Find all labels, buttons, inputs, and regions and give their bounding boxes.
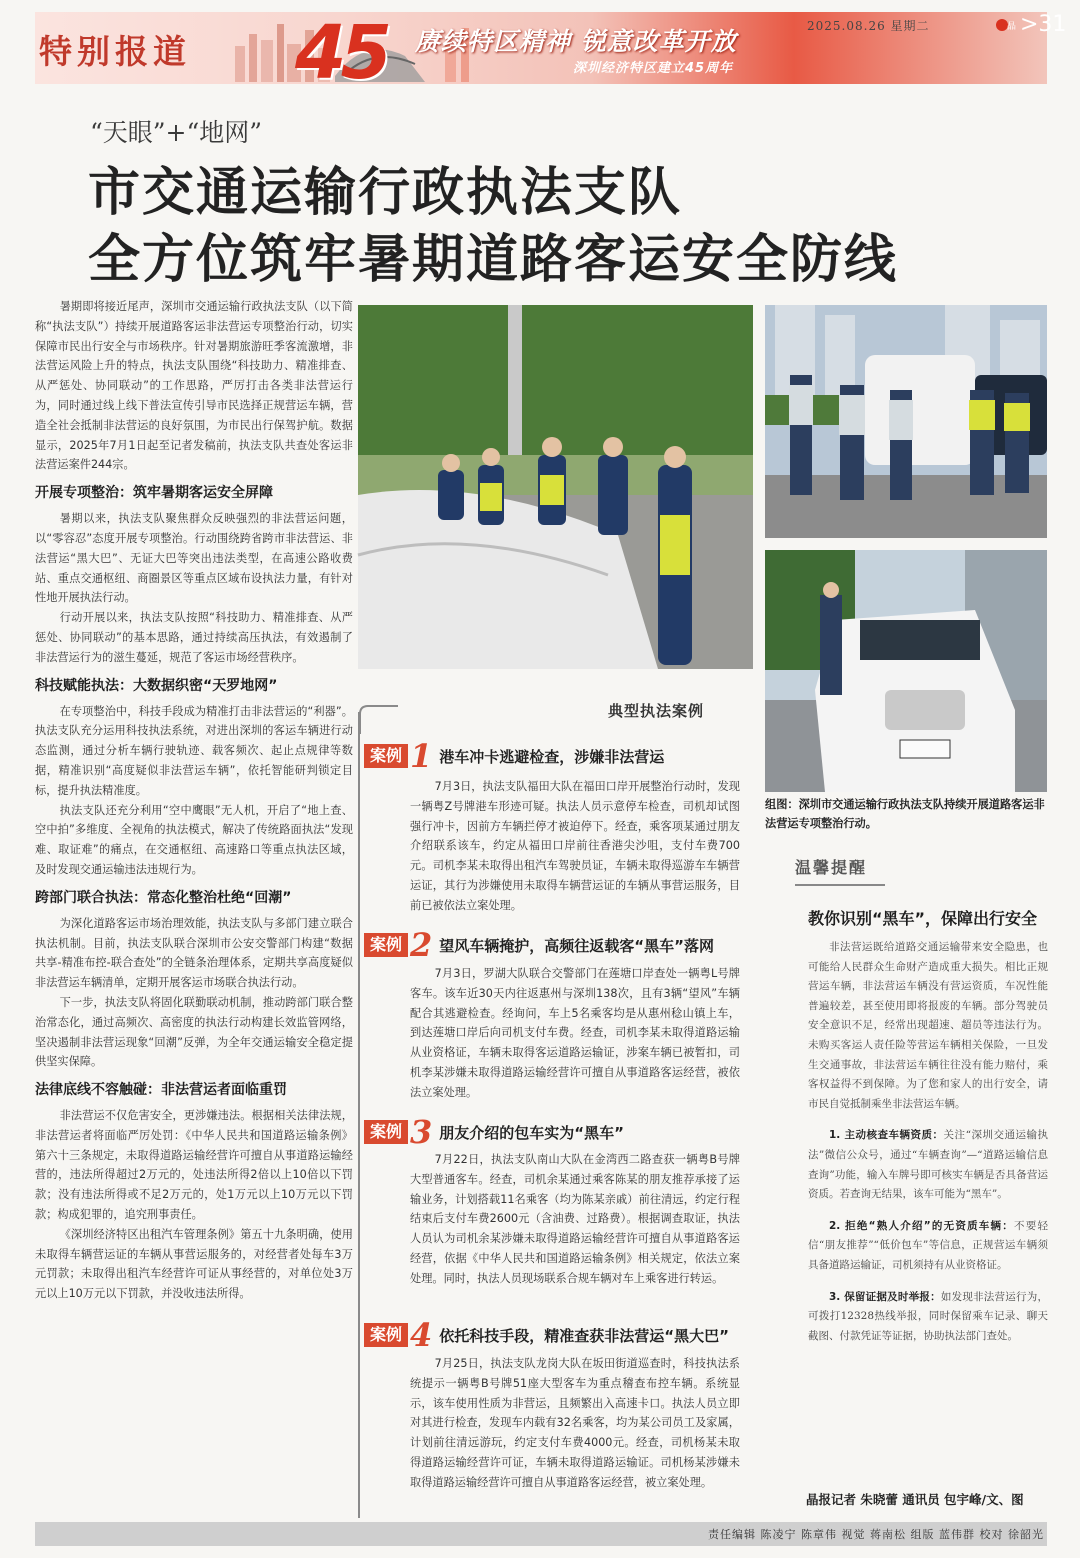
case-heading <box>364 926 714 964</box>
tip-item <box>808 1217 1048 1276</box>
page-number: >31 <box>1020 12 1067 37</box>
photo-caption: 组图：深圳市交通运输行政执法支队持续开展道路客运非法营运专项整治行动。 <box>765 798 1045 830</box>
article-paragraph: 行动开展以来，执法支队按照“科技助力、精准排查、从严惩处、协同联动”的基本思路，通过持续高压执法，有效遏制了非法营运行为的滋生蔓延，规范了客运市场经营秩序。 <box>35 611 353 664</box>
case-number: 3 <box>410 1113 433 1151</box>
newspaper-logo-icon <box>995 16 1017 34</box>
masthead-slogan-sub: 深圳经济特区建立45周年 <box>573 61 734 76</box>
masthead-banner <box>35 10 1067 96</box>
article-body <box>35 297 353 1304</box>
case-number: 1 <box>410 737 433 775</box>
case-text: 7月3日，执法支队福田大队在福田口岸开展整治行动时，发现一辆粤Z号牌港车形迹可疑。执法人员示意停车检查，司机却试图强行冲卡，因前方车辆拦停才被迫停下。经查，乘客项某通过朋友介绍联系该车，约定从福田口岸前往香港尖沙咀，支付车费700元。司机李某未取得出租汽车驾驶员证，车辆未取得巡游车车辆营运证，其行为涉嫌使用未取得车辆营运证的车辆从事营运服务，目前已被依法立案处理。 <box>410 780 740 912</box>
tip-lead: 2. 拒绝“熟人介绍”的无资质车辆： <box>829 1219 1015 1232</box>
case-tag: 案例 <box>364 1323 408 1347</box>
case-heading <box>364 1113 624 1151</box>
section-heading-4: 法律底线不容触碰：非法营运者面临重罚 <box>35 1082 287 1099</box>
article-paragraph: 执法支队还充分利用“空中鹰眼”无人机，开启了“地上查、空中拍”多维度、全视角的执法模式，解决了传统路面执法“发现难、取证难”的痛点，在交通枢纽、高速路口等重点执法区域，及时发现交通运输违法违规行为。 <box>35 803 353 876</box>
section-heading-2: 科技赋能执法：大数据织密“天罗地网” <box>35 677 278 694</box>
case-title: 港车冲卡逃避检查，涉嫌非法营运 <box>439 747 665 766</box>
tips-divider <box>795 884 885 886</box>
section-title: 特别报道 <box>39 32 191 71</box>
article-intro: 暑期即将接近尾声，深圳市交通运输行政执法支队（以下简称“执法支队”）持续开展道路客运非法营运专项整治行动，切实保障市民出行安全与市场秩序。针对暑期旅游旺季客流激增，非法营运风险上升的特点，执法支队围绕“科技助力、精准排查、从严惩处、协同联动”的工作思路，严厉打击各类非法营运行为，同时通过线上线下普法宣传引导市民选择正规营运车辆，营造全社会抵制非法营运的良好氛围，为市民出行保驾护航。数据显示，2025年7月1日起至记者发稿前，执法支队共查处客运非法营运案件244宗。 <box>35 300 353 472</box>
article-paragraph: 《深圳经济特区出租汽车管理条例》第五十九条明确，使用未取得车辆营运证的车辆从事营运服务的，对经营者处每车3万元罚款；未取得出租汽车经营许可证从事经营的，对单位处3万元以上10万元以下罚款，并没收违法所得。 <box>35 1227 353 1301</box>
case-number: 2 <box>410 926 433 964</box>
case-heading <box>364 1316 729 1354</box>
article-paragraph: 暑期以来，执法支队聚焦群众反映强烈的非法营运问题，以“零容忍”态度开展专项整治。行动围绕跨省跨市非法营运、非法营运“黑大巴”、无证大巴等突出违法类型，在高速公路收费站、重点交通枢纽、商圈景区等重点区域布设执法力量，有针对性地开展执法行动。 <box>35 512 353 605</box>
issue-date: 2025.08.26 星期二 <box>807 19 930 33</box>
article-paragraph: 下一步，执法支队将固化联勤联动机制，推动跨部门联合整治常态化，通过高频次、高密度的执法行动构建长效监管网络，坚决遏制非法营运现象“回潮”反弹，为全年交通运输安全稳定提供坚实保障。 <box>35 995 353 1069</box>
photo-officers-with-vans <box>765 305 1047 538</box>
tips-header: 温馨提醒 <box>795 858 868 877</box>
tip-text: 如发现非法营运行为，可拨打12328热线举报，同时保留乘车记录、聊天截图、付款凭证等证据，协助执法部门查处。 <box>808 1290 1048 1342</box>
headline-kicker: “天眼”+“地网” <box>90 118 263 147</box>
article-paragraph: 在专项整治中，科技手段成为精准打击非法营运的“利器”。执法支队充分运用科技执法系统，对进出深圳的客运车辆进行动态监测，通过分析车辆行驶轨迹、载客频次、起止点规律等数据，精准识别“高度疑似非法营运车辆”，依托智能研判锁定目标，提升执法精准度。 <box>35 704 353 797</box>
case-tag: 案例 <box>364 1120 408 1144</box>
case-title: 望风车辆掩护，高频往返载客“黑车”落网 <box>439 936 714 955</box>
case-title: 依托科技手段，精准查获非法营运“黑大巴” <box>439 1326 729 1345</box>
tip-text: 关注“深圳交通运输执法”微信公众号，通过“车辆查询”—“道路运输信息查询”功能，输入车牌号即可核实车辆是否具备营运资质。若查询无结果，该车可能为“黑车”。 <box>808 1129 1048 1201</box>
tip-item <box>808 1288 1048 1347</box>
headline-line-1: 市交通运输行政执法支队 <box>88 162 683 223</box>
tip-lead: 1. 主动核查车辆资质： <box>829 1129 944 1142</box>
headline-line-2: 全方位筑牢暑期道路客运安全防线 <box>88 229 899 290</box>
photo-roadside-inspection <box>358 305 753 669</box>
article-paragraph: 为深化道路客运市场治理效能，执法支队与多部门建立联合执法机制。目前，执法支队联合深圳市公安交警部门构建“数据共享-精准布控-联合查处”的全链条治理体系，定期共享高度疑似非法营运车辆清单，定期开展客运市场联合执法行动。 <box>35 916 353 990</box>
case-number: 4 <box>410 1316 433 1354</box>
case-tag: 案例 <box>364 744 408 768</box>
svg-text:晶: 晶 <box>1007 22 1017 32</box>
byline: 晶报记者 朱晓蕾 通讯员 包宇峰/文、图 <box>806 1492 1024 1507</box>
masthead-slogan: 赓续特区精神 锐意改革开放 <box>415 27 737 56</box>
case-tag: 案例 <box>364 933 408 957</box>
case-title: 朋友介绍的包车实为“黑车” <box>439 1123 624 1142</box>
section-heading-1: 开展专项整治：筑牢暑期客运安全屏障 <box>35 485 273 502</box>
section-heading-3: 跨部门联合执法：常态化整治杜绝“回潮” <box>35 889 292 906</box>
tip-lead: 3. 保留证据及时举报： <box>829 1290 941 1303</box>
photo-officer-checks-van <box>765 550 1047 792</box>
case-text: 7月22日，执法支队南山大队在金湾西二路查获一辆粤B号牌大型普通客车。经查，司机余某通过乘客陈某的朋友推荐承接了运输业务，计划搭载11名乘客（均为陈某亲戚）前往清远，约定行程结束后支付车费2600元（含油费、过路费）。根据调查取证，执法人员认为司机余某涉嫌未取得道路运输经营许可擅自从事道路客运经营，依据《中华人民共和国道路运输条例》相关规定，依法立案处理。同时，执法人员现场联系合规车辆对车上乘客进行转运。 <box>410 1153 740 1285</box>
case-heading <box>364 737 665 775</box>
case-text: 7月25日，执法支队龙岗大队在坂田街道巡查时，科技执法系统提示一辆粤B号牌51座大型客车为重点稽查布控车辆。系统显示，该车使用性质为非营运，且频繁出入高速卡口。执法人员立即对其进行检查，发现车内载有32名乘客，均为某公司员工及家属，计划前往清远游玩，约定支付车费4000元。经查，司机杨某未取得道路运输经营许可证，车辆未取得道路运输证。司机杨某涉嫌未取得道路运输经营许可擅自从事道路客运经营，被立案处理。 <box>410 1357 740 1489</box>
editor-credits: 责任编辑 陈凌宁 陈章伟 视觉 蒋南松 组版 蓝伟群 校对 徐韶光 <box>708 1528 1044 1541</box>
case-text: 7月3日，罗湖大队联合交警部门在莲塘口岸查处一辆粤L号牌客车。该车近30天内往返惠州与深圳138次，且有3辆“望风”车辆配合其逃避检查。经询问，车上5名乘客均是从惠州稔山镇上车，到达莲塘口岸后向司机支付车费。经查，司机李某未取得道路运输从业资格证，车辆未取得客运道路运输证，涉案车辆已被暂扣，司机李某涉嫌未取得道路运输经营许可擅自从事道路客运经营，被依法立案处理。 <box>410 967 740 1099</box>
tip-item <box>808 1126 1048 1204</box>
article-paragraph: 非法营运不仅危害安全，更涉嫌违法。根据相关法律法规，非法营运者将面临严厉处罚：《中华人民共和国道路运输条例》第六十三条规定，未取得道路运输经营许可擅自从事道路运输经营的，违法所得超过2万元的，处违法所得2倍以上10倍以下罚款；没有违法所得或不足2万元的，处1万元以上10万元以下罚款；构成犯罪的，追究刑事责任。 <box>35 1109 353 1222</box>
tips-body <box>808 938 1048 1346</box>
case-box-corner-decoration <box>358 704 398 734</box>
tip-text: 不要轻信“朋友推荐”“低价包车”等信息，正规营运车辆须具备道路运输证，司机须持有从业资格证。 <box>808 1219 1048 1271</box>
tips-intro: 非法营运既给道路交通运输带来安全隐患，也可能给人民群众生命财产造成重大损失。相比正规营运车辆，非法营运车辆没有营运资质，车况性能普遍较差，甚至使用即将报废的车辆。部分驾驶员安全意识不足，经常出现超速、超员等违法行为。未购买客运人责任险等营运车辆相关保险，一旦发生交通事故，非法营运车辆往往没有能力赔付，乘客权益得不到保障。为了您和家人的出行安全，请市民自觉抵制乘坐非法营运车辆。 <box>808 941 1048 1110</box>
tips-title: 教你识别“黑车”，保障出行安全 <box>808 909 1038 928</box>
anniversary-number: 45 <box>295 10 386 96</box>
cases-banner: 典型执法案例 <box>608 702 705 720</box>
